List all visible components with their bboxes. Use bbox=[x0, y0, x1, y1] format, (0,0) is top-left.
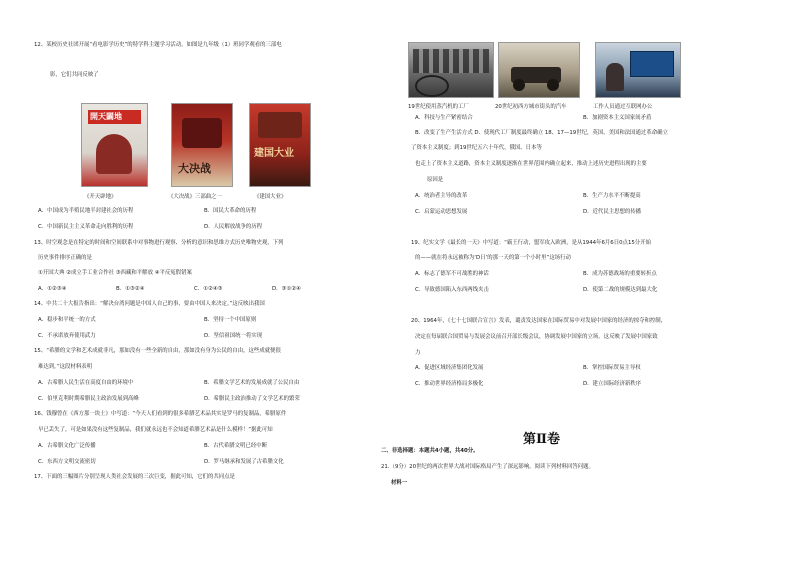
q16-option-a: A．古希腊文化广泛传播 bbox=[38, 443, 96, 449]
q13-option-d: D．③①②④ bbox=[272, 286, 301, 292]
q20-option-a: A．促进区域经济集团化发展 bbox=[415, 365, 484, 371]
q20-stem-line2: 决定在每届联合国贸易与发展会议前召开部长级会议，协调发展中国家的立场。这反映了发展中国家致 bbox=[415, 334, 658, 340]
q14-option-a: A．稳步和平统一的方式 bbox=[38, 317, 96, 323]
q15-option-d: D．希腊民主政治推动了文学艺术的繁荣 bbox=[204, 396, 300, 402]
q12-stem-line2: 影，它们共同反映了 bbox=[50, 72, 99, 78]
q16-option-b: B．古代希腊文明已经中断 bbox=[204, 443, 267, 449]
q20-option-b: B．掌控国际贸易主导权 bbox=[583, 365, 641, 371]
q13-stem-line2: 历史事件排序正确的是 bbox=[38, 255, 92, 261]
left-column bbox=[28, 0, 378, 562]
caption-poster3: 《建国大业》 bbox=[254, 194, 287, 200]
q19-option-a: A．标志了德军不可战胜的神话 bbox=[415, 271, 489, 277]
q12-option-c: C．中国新民主主义革命走向胜利的历程 bbox=[38, 224, 134, 230]
q17-option-b: B．加剧资本主义国家间矛盾 bbox=[583, 115, 652, 121]
caption-poster2: 《大决战》三部曲之一 bbox=[168, 194, 222, 200]
q18-option-d: D．近代民主思想的传播 bbox=[583, 209, 642, 215]
caption-poster1: 《开天辟地》 bbox=[84, 194, 117, 200]
q19-option-b: B．成为苏德战场的重要转折点 bbox=[583, 271, 657, 277]
q18-stem-line2: 了资本主义制度；到19世纪五六十年代，俄国、日本等 bbox=[411, 145, 542, 151]
q16-option-d: D．罗马继承和发展了古希腊文化 bbox=[204, 459, 284, 465]
q15-option-a: A．古希腊人民生活在高度自由的环境中 bbox=[38, 380, 134, 386]
q15-option-b: B．希腊文学艺术的发展成就了公民自由 bbox=[204, 380, 300, 386]
q16-stem-line1: 16、钱穆曾在《西方那一块土》中写道：“今天人们看到的很多希腊艺术品其实是罗马的复制品，希腊原件 bbox=[34, 411, 287, 417]
q19-stem-line2: 的——就在将永远被称为‘D日’的那一天的第一个小时里”这场行动 bbox=[415, 255, 571, 261]
q18-stem-line3: 也走上了资本主义道路，资本主义制度逐渐在世界范围内确立起来，推动上述历史进程出现的主要 bbox=[415, 161, 647, 167]
q13-option-a: A．①②③④ bbox=[38, 286, 67, 292]
poster-jianguodaye: 建国大业 bbox=[249, 103, 311, 187]
q12-option-a: A．中国成为半殖民地半封建社会的历程 bbox=[38, 208, 134, 214]
q20-stem-line1: 20、1964年，《七十七国联合宣言》发表，谴责发达国家在国际贸易中对发展中国家的经济的掠夺和控制， bbox=[411, 318, 667, 324]
q20-option-d: D．建立国际经济新秩序 bbox=[583, 381, 642, 387]
q21-stem: 21.（9分）20世纪的两次世界大战对国际格局产生了深远影响。阅读下列材料回答问题。 bbox=[381, 464, 594, 470]
section-note: 二、非选择题：本题共4小题，共40分。 bbox=[381, 448, 479, 454]
material-one: 材料一 bbox=[391, 480, 408, 486]
q16-stem-line2: 早已丢失了，可是如果没有这些复制品，我们就永远也不会知道希腊艺术品是什么模样！”据此可知 bbox=[38, 427, 273, 433]
section-title: 第Ⅱ卷 bbox=[523, 432, 560, 447]
q19-option-d: D．使第二战的规模达到最大化 bbox=[583, 287, 658, 293]
q20-option-c: C．推动世界经济格局多极化 bbox=[415, 381, 484, 387]
q12-option-b: B．国民大革命的历程 bbox=[204, 208, 257, 214]
q15-stem-line1: 15、“希腊的文学和艺术成就非凡，那如没有一些全新的自由，那如没有身为公民的自由，这些成就便很 bbox=[34, 348, 281, 354]
poster-kaitianpidi bbox=[81, 103, 148, 187]
q19-option-c: C．导致德国陷入东西两线夹击 bbox=[415, 287, 489, 293]
q17-option-a: A．科技与生产紧密结合 bbox=[415, 115, 473, 121]
q18-option-b: B．生产力水平不断提高 bbox=[583, 193, 641, 199]
q14-option-b: B．坚持一个中国原则 bbox=[204, 317, 257, 323]
q12-option-d: D．人民解放战争的历程 bbox=[204, 224, 263, 230]
photo-internet-office bbox=[595, 42, 681, 98]
poster2-title: 大决战 bbox=[178, 162, 211, 175]
photo-steam-factory bbox=[408, 42, 494, 98]
q15-stem-line2: 难达到。”这段材料表明 bbox=[38, 364, 92, 370]
q13-option-c: C．①②④③ bbox=[194, 286, 223, 292]
q13-items: ①开国大典 ②成立手工业合作社 ③西藏和平解放 ④平反冤假错案 bbox=[38, 270, 192, 276]
photo-caption-1: 19世纪使用蒸汽机的工厂 bbox=[408, 104, 469, 110]
poster-dajuezhan bbox=[171, 103, 233, 187]
q12-stem-line1: 12、某校历史社团开展“看电影学历史”的特学科主题学习活动。如图是九年级（1）班同学观看的三部电 bbox=[34, 42, 282, 48]
q14-stem: 14、中共二十大报告指出：“解决台湾问题是中国人自己的事，要由中国人来决定。”这反映出我国 bbox=[34, 301, 265, 307]
q20-stem-line3: 力 bbox=[415, 350, 421, 356]
q15-option-c: C．伯里克利时期希腊民主政治发展到高峰 bbox=[38, 396, 139, 402]
q18-option-c: C．启蒙运动思想发展 bbox=[415, 209, 468, 215]
photo-caption-3: 工作人员通过互联网办公 bbox=[593, 104, 653, 110]
q18-stem-line1: B．改变了生产生活方式 D．使现代工厂制度最终确立 18、17—19世纪，英国、美国和法国通过革命确立 bbox=[415, 130, 668, 136]
q17-stem: 17、下面的三幅图片分别呈现人类社会发展的三次巨变，据此可知，它们的共同点是 bbox=[34, 474, 235, 480]
q14-option-c: C．不承诺放弃使用武力 bbox=[38, 333, 96, 339]
right-column bbox=[381, 0, 770, 562]
photo-early-cars bbox=[498, 42, 580, 98]
q18-stem-line4: 原因是 bbox=[427, 177, 444, 183]
photo-caption-2: 20世纪初西方城市街头的汽车 bbox=[495, 104, 567, 110]
poster1-title: 開天闢地 bbox=[90, 111, 122, 121]
q14-option-d: D．坚信祖国统一将实现 bbox=[204, 333, 263, 339]
q13-option-b: B．①③②④ bbox=[116, 286, 145, 292]
q19-stem-line1: 19、纪实文学《最长的一天》中写道：“霸王行动，盟军攻入欧洲，是从1944年6月6日0点15分开始 bbox=[411, 240, 651, 246]
q16-option-c: C．东西方文明交流密切 bbox=[38, 459, 96, 465]
q18-option-a: A．统治者主导的改革 bbox=[415, 193, 468, 199]
q13-stem-line1: 13、时空观念是在特定的时间和空间联系中对事物进行观察、分析的意识和思维方式历史唯物史观，下列 bbox=[34, 240, 284, 246]
